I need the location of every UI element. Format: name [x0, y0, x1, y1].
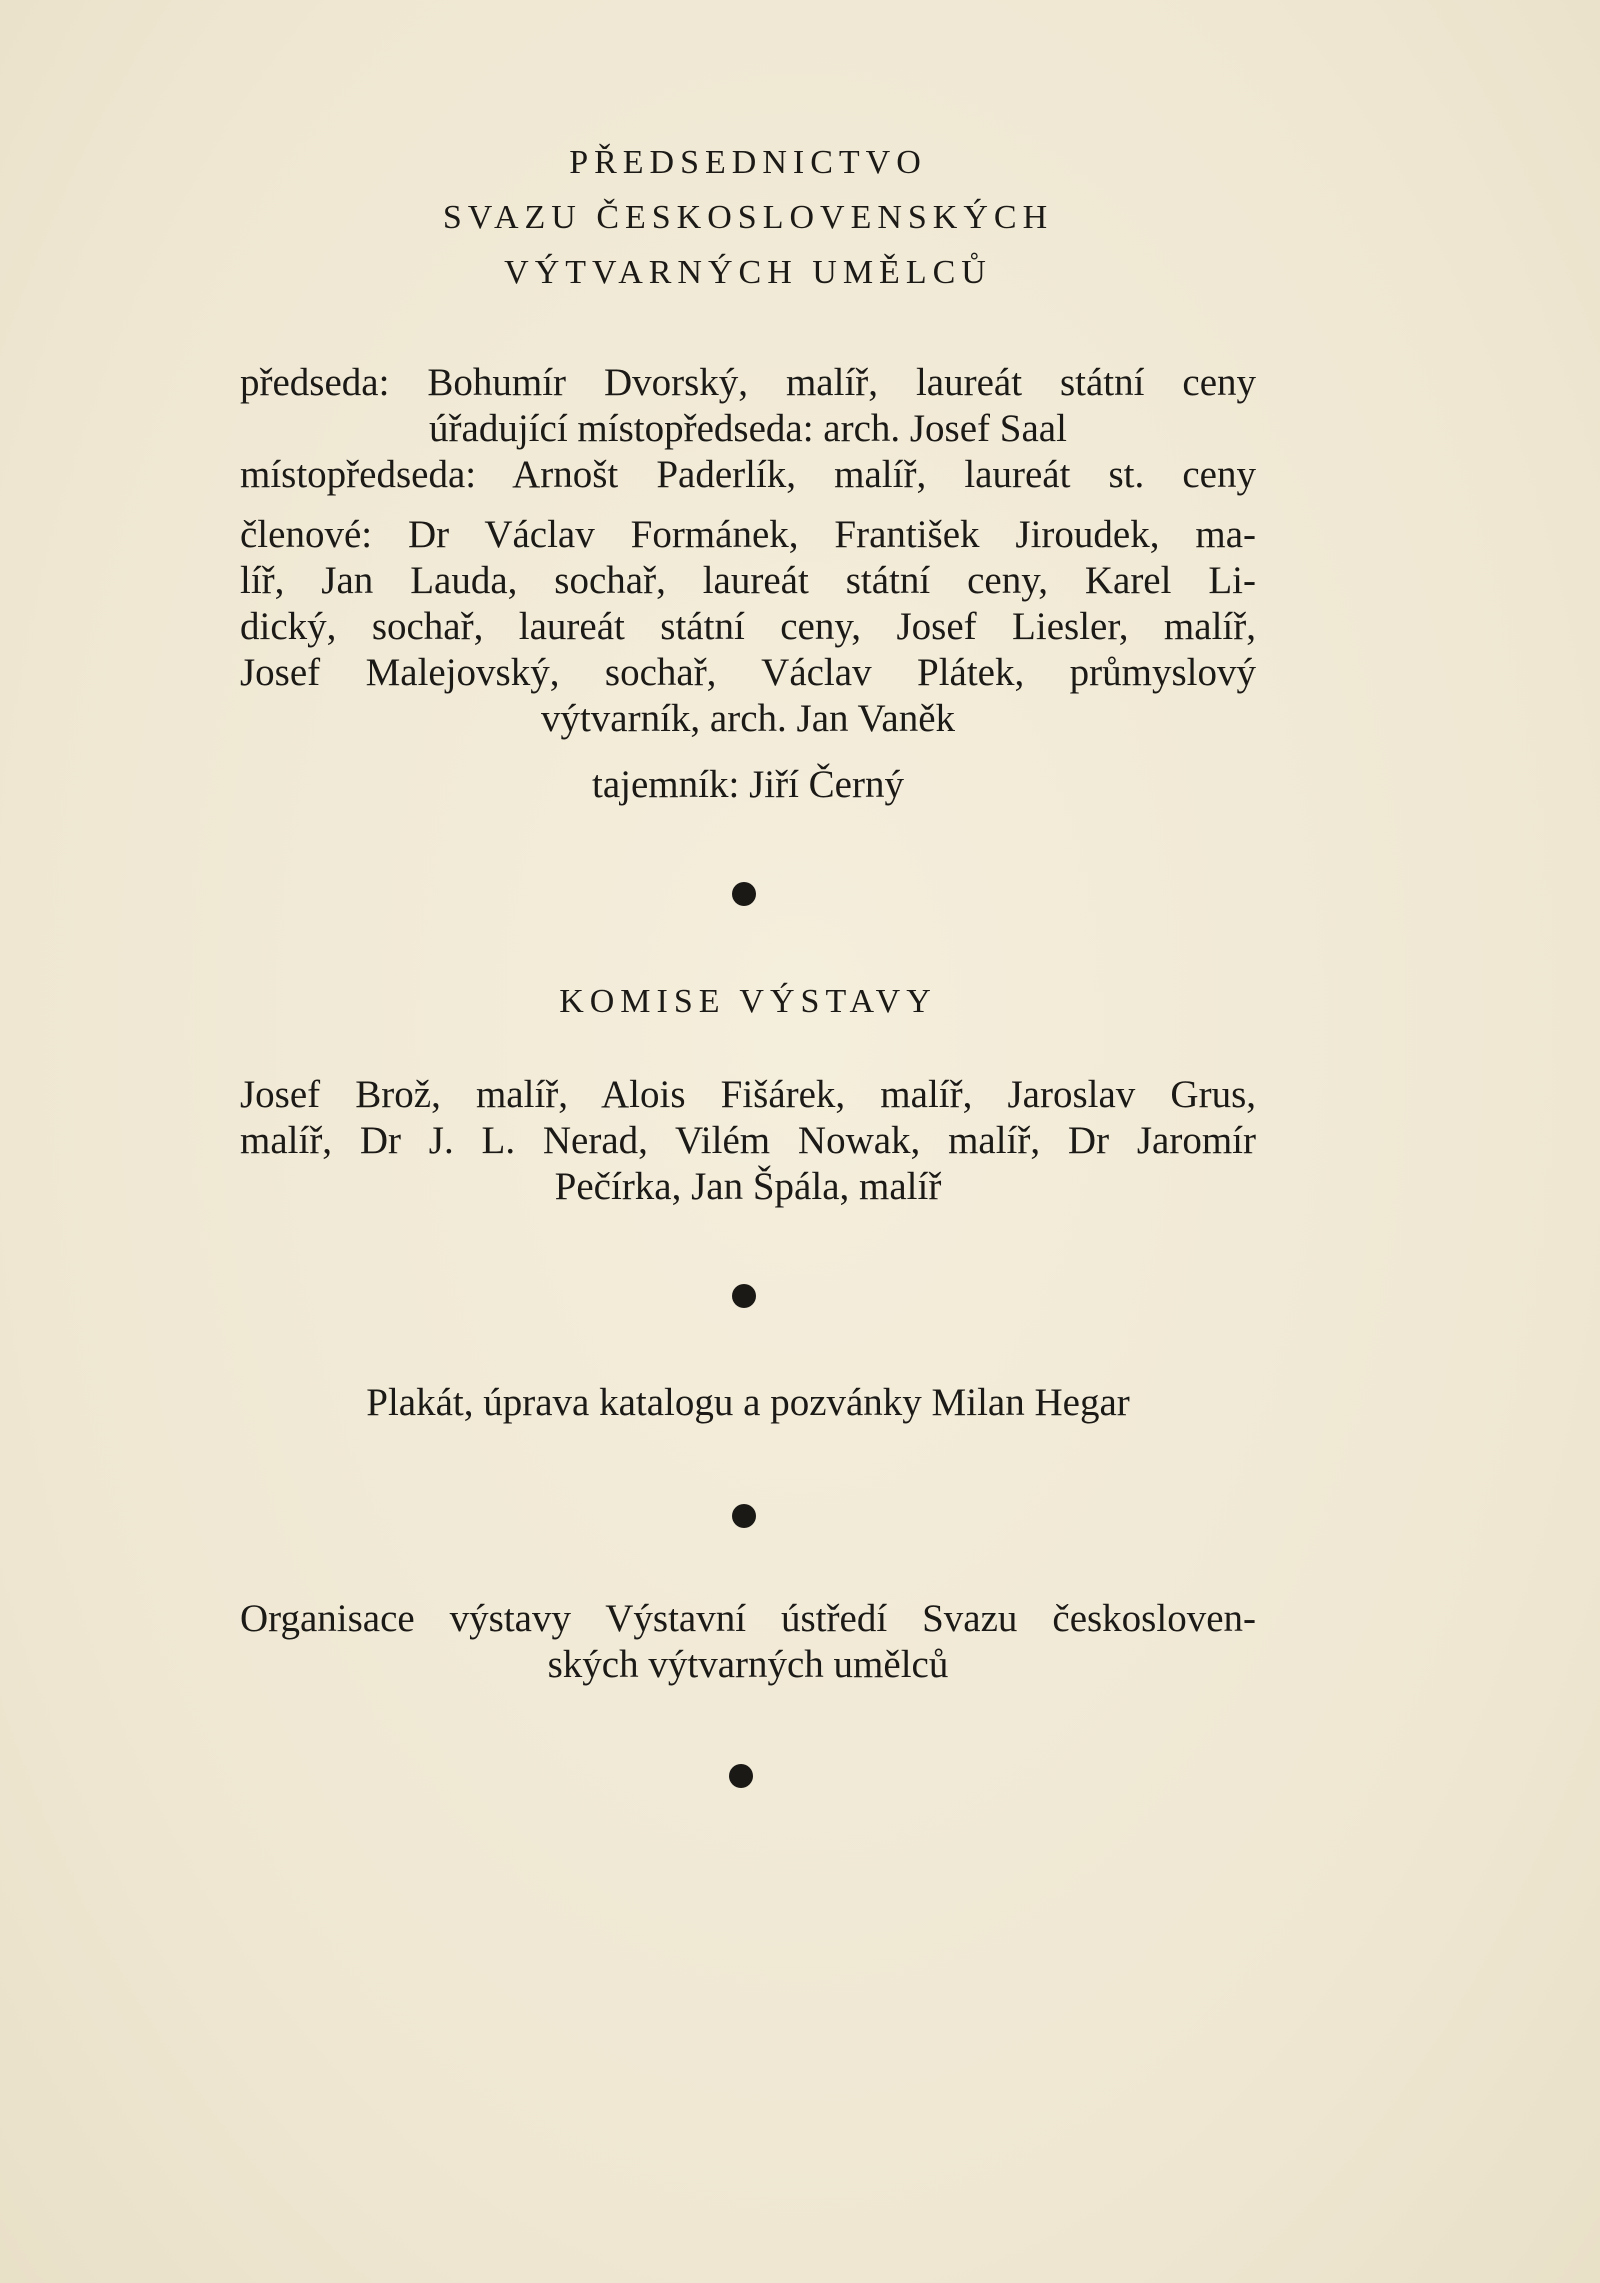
members-line: výtvarník, arch. Jan Vaněk: [540, 697, 956, 740]
members-line: líř, Jan Lauda, sochař, laureát státní ceny, Karel Li-: [240, 559, 1256, 602]
separator-dot: [729, 1764, 753, 1788]
design-line: Plakát, úprava katalogu a pozvánky Milan Hegar: [366, 1381, 1130, 1424]
presidium-officers: [240, 360, 1256, 498]
members-line: Josef Malejovský, sochař, Václav Plátek, průmyslový: [240, 651, 1256, 694]
organisation-line: Organisace výstavy Výstavní ústředí Svazu českosloven-: [240, 1597, 1256, 1640]
commission-line: Josef Brož, malíř, Alois Fišárek, malíř, Jaroslav Grus,: [240, 1073, 1256, 1116]
members-line: dický, sochař, laureát státní ceny, Josef Liesler, malíř,: [240, 605, 1256, 648]
separator-dot: [732, 882, 756, 906]
separator-dot: [732, 1284, 756, 1308]
organisation-credits: [240, 1596, 1256, 1688]
secretary-line: tajemník: Jiří Černý: [592, 763, 904, 806]
presidium-heading: [240, 135, 1256, 300]
presidium-members: [240, 512, 1256, 742]
commission-heading: [240, 974, 1256, 1029]
commission-line: malíř, Dr J. L. Nerad, Vilém Nowak, malíř, Dr Jaromír: [240, 1119, 1256, 1162]
commission-line: Pečírka, Jan Špála, malíř: [554, 1165, 942, 1208]
presidium-heading-line: VÝTVARNÝCH UMĚLCŮ: [504, 254, 992, 291]
commission-heading-text: KOMISE VÝSTAVY: [559, 983, 937, 1020]
presidium-heading-line: SVAZU ČESKOSLOVENSKÝCH: [442, 199, 1054, 236]
design-credits: [240, 1380, 1256, 1426]
presidium-heading-line: PŘEDSEDNICTVO: [569, 144, 927, 181]
chairman-line: předseda: Bohumír Dvorský, malíř, laureát státní ceny: [240, 361, 1256, 404]
commission-members: [240, 1072, 1256, 1210]
vice-chairman-line: místopředseda: Arnošt Paderlík, malíř, laureát st. ceny: [240, 453, 1256, 496]
members-line: členové: Dr Václav Formánek, František Jiroudek, ma-: [240, 513, 1256, 556]
organisation-line: ských výtvarných umělců: [547, 1643, 949, 1686]
secretary-block: [240, 762, 1256, 808]
acting-vice-chairman-line: úřadující místopředseda: arch. Josef Saal: [429, 407, 1067, 450]
separator-dot: [732, 1504, 756, 1528]
